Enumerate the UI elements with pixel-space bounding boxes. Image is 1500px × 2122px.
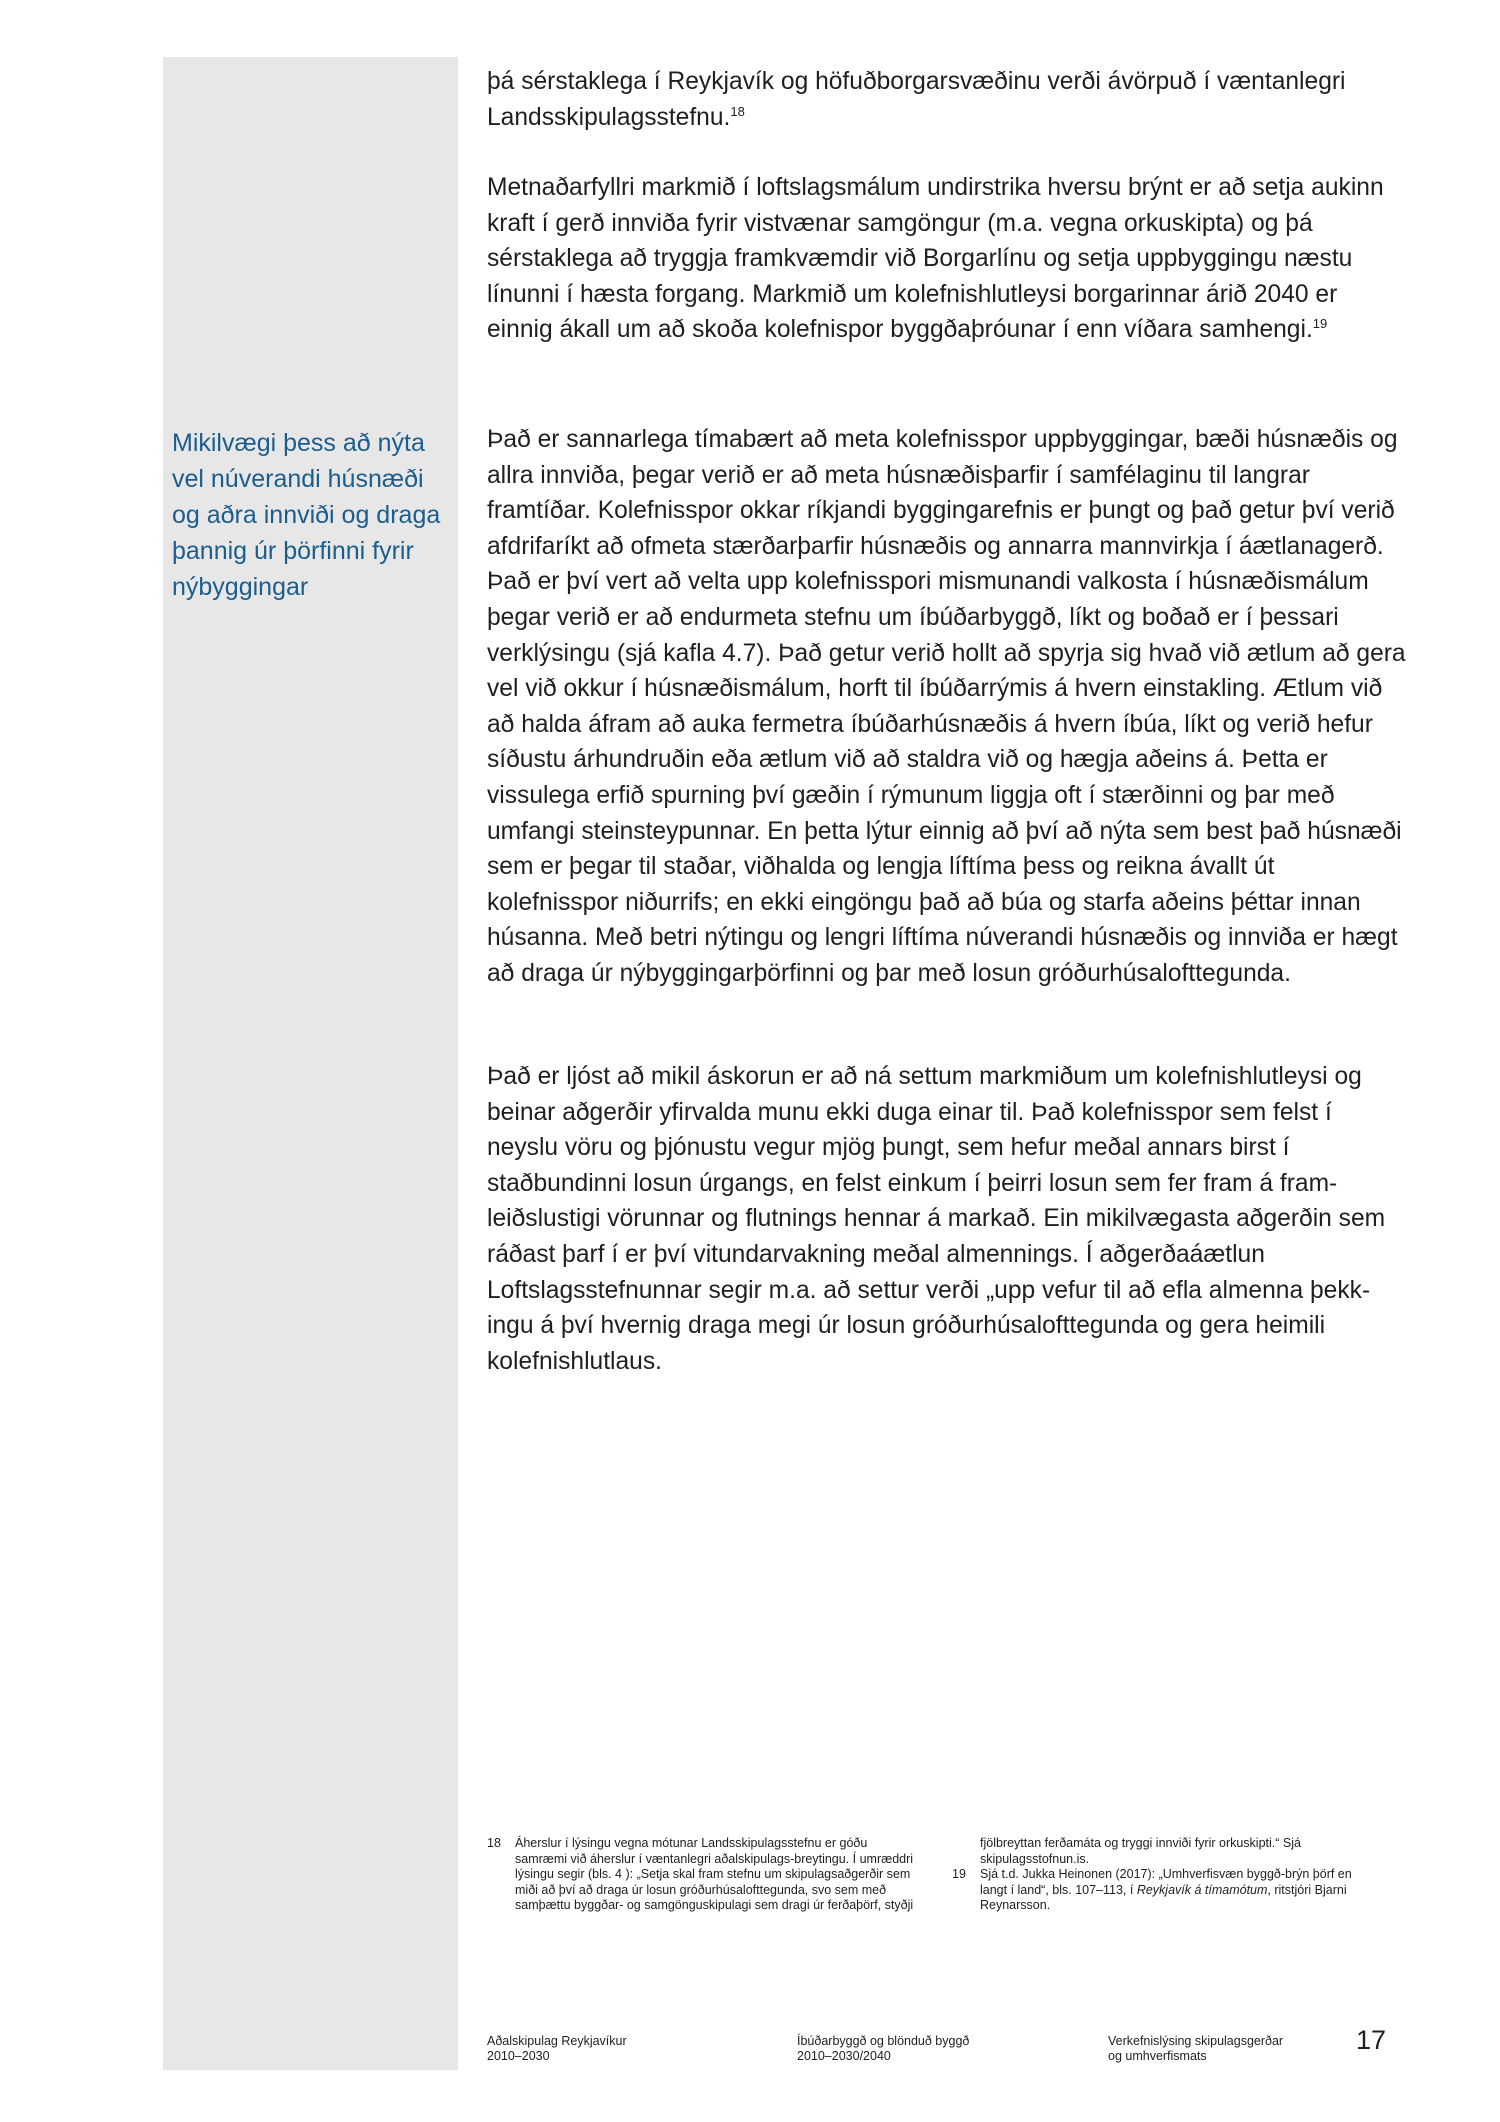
- footnote-18-text: Áherslur í lýsingu vegna mótunar Landsskipulagsstefnu er góðu samræmi við áherslur í væntanlegri aðalskipulags-breytingu. Í umræddri lýsingu segir (bls. 4 ): „Setja skal fram stefnu um skipulagsaðgerðir sem miði að því að draga úr losun gróðurhúsalofttegunda, svo sem með samþættu byggðar- og samgönguskipulagi sem dragi úr ferðaþörf, styðji: [515, 1836, 914, 1912]
- footnote-18-number: 18: [487, 1836, 501, 1850]
- footnote-19-text: [980, 1867, 1382, 1914]
- sidebar-background: [163, 57, 458, 2070]
- page-number: 17: [1356, 2025, 1387, 2055]
- paragraph-1: [487, 64, 1407, 135]
- footnotes: [487, 1836, 1382, 1914]
- footnote-19-text-b: , ritstjóri Bjarni Reynarsson.: [980, 1882, 1347, 1912]
- page-footer: [0, 2034, 1500, 2074]
- footnote-19: [952, 1867, 1382, 1914]
- footnote-ref-19[interactable]: 19: [1312, 316, 1328, 332]
- footnote-ref-18[interactable]: 18: [730, 103, 745, 119]
- footnote-19-number: 19: [952, 1867, 966, 1881]
- paragraph-3: Það er sannarlega tímabært að meta kolefnisspor uppbyggingar, bæði húsnæðis og allra innviða, þegar verið er að meta húsnæðisþarfir í samfélaginu til langrar framtíðar. Kolefnisspor okkar ríkjandi byggingarefnis er þungt og það getur því verið afdrifaríkt að ofmeta stærðarþarfir húsnæðis og annarra mannvirkja í áætlanagerð. Það er því vert að velta upp kolefnisspori mismunandi valkosta í húsnæðismálum þegar verið er að endurmeta stefnu um íbúðarbyggð, líkt og boðað er í þessari verklýsingu (sjá kafla 4.7). Það getur verið hollt að spyrja sig hvað við ætlum að gera vel við okkur í húsnæðismálum, horft til íbúðarrýmis á hvern einstakling. Ætlum við að halda áfram að auka fermetra íbúðarhúsnæðis á hvern íbúa, líkt og verið hefur síðustu árhundruðin eða ætlum við að staldra við og hægja aðeins á. Þetta er vissulega erfið spurning því gæðin í rýmunum liggja oft í stærðinni og þar með umfangi steinsteypunnar. En þetta lýtur einnig að því að nýta sem best það húsnæði sem er þegar til staðar, viðhalda og lengja líftíma þess og reikna ávallt út kolefnisspor niðurrifs; en ekki eingöngu það að búa og starfa aðeins þéttar innan húsanna. Með betri nýtingu og lengri líftíma núverandi húsnæðis og innviða er hægt að draga úr nýbyggingarþörfinni og þar með losun gróðurhúsalofttegunda.: [487, 426, 1406, 987]
- paragraph-4: Það er ljóst að mikil áskorun er að ná settum markmiðum um kolefnishlutleysi og beinar aðgerðir yfirvalda munu ekki duga einar til. Það kolefnisspor sem felst í neyslu vöru og þjónustu vegur mjög þungt, sem hefur meðal annars birst í staðbundinni losun úrgangs, en felst einkum í þeirri losun sem fer fram á fram-leiðslustigi vörunnar og flutnings hennar á markað. Ein mikilvægasta aðgerðin sem ráðast þarf í er því vitundarvakning meðal almennings. Í aðgerðaáætlun Loftslagsstefnunnar segir m.a. að settur verði „upp vefur til að efla almenna þekk-ingu á því hvernig draga megi úr losun gróðurhúsalofttegunda og gera heimili kolefnishlutlaus.: [487, 1063, 1386, 1375]
- footnote-19-text-a: Sjá t.d. Jukka Heinonen (2017): „Umhverfisvæn byggð-brýn þörf en langt í land“, bls. 107–113, í: [980, 1867, 1352, 1897]
- paragraph-2-text: Metnaðarfyllri markmið í loftslagsmálum undirstrika hversu brýnt er að setja aukinn kraft í gerð innviða fyrir vistvænar samgöngur (m.a. vegna orkuskipta) og þá sérstaklega að tryggja framkvæmdir við Borgarlínu og setja uppbyggingu næstu línunni í hæsta forgang. Markmið um kolefnishlutleysi borgarinnar árið 2040 er einnig ákall um að skoða kolefnispor byggðaþróunar í enn víðara samhengi.: [487, 174, 1384, 344]
- paragraph-1-text: þá sérstaklega í Reykjavík og höfuðborgarsvæðinu verði ávörpuð í væntanlegri Landsskipulagsstefnu.: [487, 68, 1346, 131]
- footer-left: Aðalskipulag Reykjavíkur 2010–2030: [487, 2034, 627, 2063]
- footnote-18: [487, 1836, 919, 1914]
- sidebar-heading: Mikilvægi þess að nýta vel núverandi húsnæði og aðra innviði og draga þannig úr þörfinni fyrir nýbyggingar: [172, 429, 441, 601]
- footer-right: Verkefnislýsing skipulagsgerðar og umhverfismats: [1108, 2034, 1284, 2063]
- footer-center: Íbúðarbyggð og blönduð byggð 2010–2030/2040: [797, 2034, 970, 2063]
- footnote-19-book-title: Reykjavík á tímamótum: [1136, 1882, 1268, 1897]
- footnotes-column-right: [952, 1836, 1382, 1914]
- footnote-18-continued: [952, 1836, 1382, 1867]
- footnote-18-continued-text: fjölbreyttan ferðamáta og tryggi innviði fyrir orkuskipti.“ Sjá skipulagsstofnun.is.: [980, 1836, 1301, 1866]
- footnotes-column-left: [487, 1836, 919, 1914]
- paragraph-2: [487, 170, 1407, 348]
